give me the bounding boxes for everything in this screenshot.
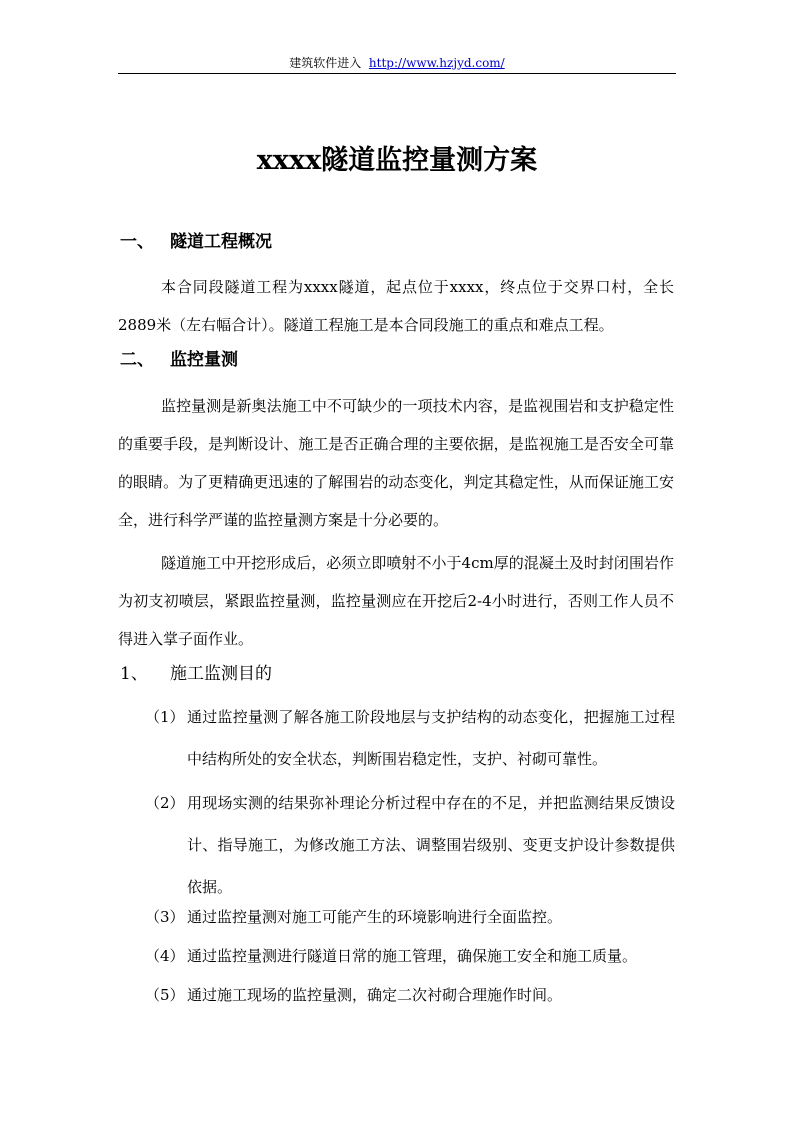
list-item [145, 935, 675, 977]
list-item-marker: （3） [145, 908, 185, 926]
list-item-text: 通过监控量测对施工可能产生的环境影响进行全面监控。 [187, 908, 563, 926]
page-header [0, 55, 794, 71]
subsection-1-heading [120, 662, 272, 686]
header-link[interactable]: http://www.hzjyd.com/ [368, 56, 505, 70]
list-item-marker: （5） [145, 986, 185, 1004]
section-2-heading [120, 348, 238, 372]
list-item-text: 通过施工现场的监控量测，确定二次衬砌合理施作时间。 [187, 986, 563, 1004]
header-divider [118, 73, 676, 74]
section-2-title: 监控量测 [170, 350, 238, 370]
list-item [145, 696, 675, 780]
list-item-marker: （2） [145, 794, 185, 812]
list-item [145, 782, 675, 908]
header-prefix: 建筑软件进入 [289, 56, 362, 70]
list-item-text: 用现场实测的结果弥补理论分析过程中存在的不足，并把监测结果反馈设计、指导施工，为修改施工方法、调整围岩级别、变更支护设计参数提供依据。 [187, 794, 675, 896]
list-item-marker: （4） [145, 947, 185, 965]
list-item-text: 通过监控量测了解各施工阶段地层与支护结构的动态变化，把握施工过程中结构所处的安全状态，判断围岩稳定性，支护、衬砌可靠性。 [187, 708, 675, 768]
section-2-paragraph-1: 监控量测是新奥法施工中不可缺少的一项技术内容，是监视围岩和支护稳定性的重要手段，是判断设计、施工是否正确合理的主要依据，是监视施工是否安全可靠的眼睛。为了更精确更迅速的了解围岩的动态变化，判定其稳定性，从而保证施工安全，进行科学严谨的监控量测方案是十分必要的。 [118, 397, 674, 529]
list-item-marker: （1） [145, 708, 185, 726]
section-1-number: 一、 [120, 232, 154, 252]
section-2-number: 二、 [120, 350, 154, 370]
section-1-title: 隧道工程概况 [170, 232, 272, 252]
subsection-1-title: 施工监测目的 [170, 664, 272, 684]
document-title: xxxx隧道监控量测方案 [256, 145, 538, 176]
section-2-paragraph-2: 隧道施工中开挖形成后，必须立即喷射不小于4cm厚的混凝土及时封闭围岩作为初支初喷层，紧跟监控量测，监控量测应在开挖后2-4小时进行，否则工作人员不得进入掌子面作业。 [118, 554, 674, 648]
list-item [145, 896, 675, 938]
subsection-1-number: 1、 [120, 664, 148, 684]
list-item [145, 974, 675, 1016]
section-1-paragraph: 本合同段隧道工程为xxxx隧道，起点位于xxxx，终点位于交界口村，全长2889米（左右幅合计）。隧道工程施工是本合同段施工的重点和难点工程。 [118, 278, 674, 334]
section-1-heading [120, 230, 272, 254]
list-item-text: 通过监控量测进行隧道日常的施工管理，确保施工安全和施工质量。 [187, 947, 638, 965]
